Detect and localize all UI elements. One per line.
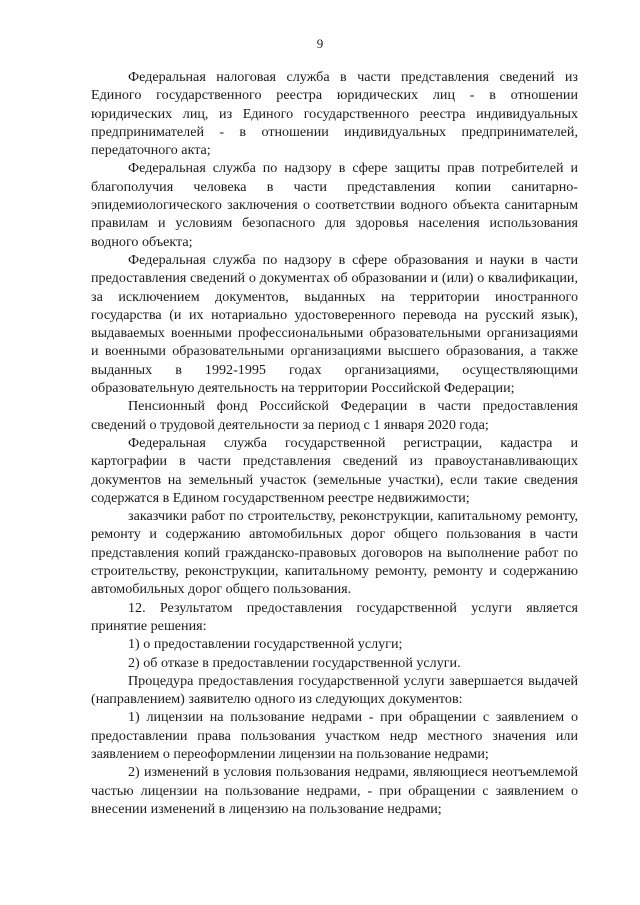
paragraph-decision-grant: 1) о предоставлении государственной услуги; <box>128 636 403 653</box>
paragraph-decision-refuse: 2) об отказе в предоставлении государственной услуги. <box>128 654 461 671</box>
paragraph-pension-fund: Пенсионный фонд Российской Федерации в части предоставления сведений о трудовой деятельности за период с 1 января 2020 года; <box>91 398 578 433</box>
document-body <box>91 68 578 818</box>
paragraph-section-12: 12. Результатом предоставления государственной услуги является принятие решения: <box>91 599 578 634</box>
paragraph-license-issue: 1) лицензии на пользование недрами - при обращении с заявлением о предоставлении права пользования участком недр местного значения или заявлением о переоформлении лицензии на пользование недрами; <box>91 709 578 762</box>
page-number: 9 <box>316 36 324 51</box>
paragraph-rosreestr: Федеральная служба государственной регистрации, кадастра и картографии в части представления сведений из правоустанавливающих документов на земельный участок (земельные участки), если такие сведения содержатся в Едином государственном реестре недвижимости; <box>91 434 578 506</box>
paragraph-procedure-completion: Процедура предоставления государственной услуги завершается выдачей (направлением) заявителю одного из следующих документов: <box>91 672 578 708</box>
paragraph-license-changes: 2) изменений в условия пользования недрами, являющиеся неотъемлемой частью лицензии на пользование недрами, - при обращении с заявлением о внесении изменений в лицензию на пользование недрами; <box>91 764 578 817</box>
paragraph-rosobrnadzor: Федеральная служба по надзору в сфере образования и науки в части предоставления сведений о документах об образовании и (или) о квалификации, за исключением документов, выданных на территории иностранного государства (и их нотариально удостоверенного перевода на русский язык), выдаваемых военными профессиональными образовательными организациями и военными образовательными организациями высшего образования, а также выданных в 1992-1995 годах организациями, осуществляющими образовательную деятельность на территории Российской Федерации; <box>91 251 578 397</box>
paragraph-road-works-customers: заказчики работ по строительству, реконструкции, капитальному ремонту, ремонту и содержанию автомобильных дорог общего пользования в части представления копий гражданско-правовых договоров на выполнение работ по строительству, реконструкции, капитальному ремонту, ремонту и содержанию автомобильных дорог общего пользования. <box>91 508 578 598</box>
paragraph-rospotrebnadzor: Федеральная служба по надзору в сфере защиты прав потребителей и благополучия человека в части представления копии санитарно-эпидемиологического заключения о соответствии водного объекта санитарным правилам и условиям безопасного для здоровья населения использования водного объекта; <box>91 160 578 250</box>
paragraph-fns: Федеральная налоговая служба в части представления сведений из Единого государственного реестра юридических лиц - в отношении юридических лиц, из Единого государственного реестра индивидуальных предпринимателей - в отношении индивидуальных предпринимателей, передаточного акта; <box>91 69 578 159</box>
